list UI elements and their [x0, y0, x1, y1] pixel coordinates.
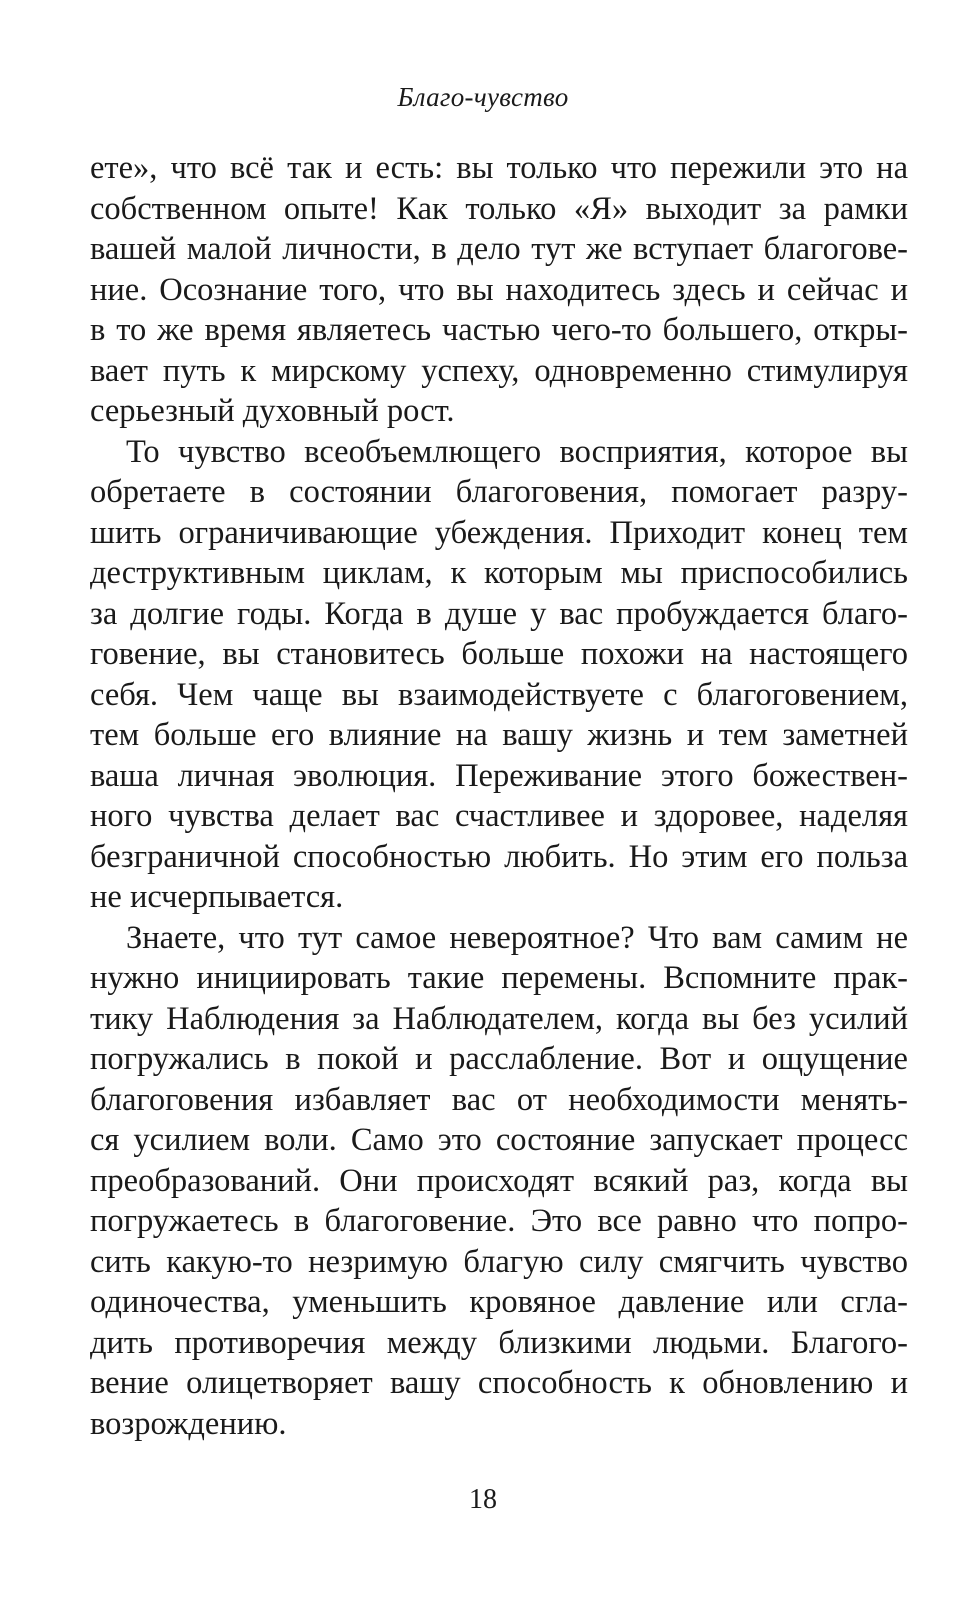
text-line: То чувство всеобъемлющего восприятия, которое вы: [126, 433, 908, 470]
text-line: вашей малой личности, в дело тут же вступает благогове-: [90, 231, 908, 267]
text-line: ся усилием воли. Само это состояние запускает процесс: [90, 1122, 908, 1158]
text-line: деструктивным циклам, к которым мы приспособились: [90, 555, 908, 591]
text-line: за долгие годы. Когда в душе у вас пробуждается благо-: [90, 595, 908, 632]
text-line: погружаетесь в благоговение. Это все равно что попро-: [90, 1203, 908, 1239]
text-line: в то же время являетесь частью чего-то большего, откры-: [90, 312, 908, 348]
text-line: погружались в покой и расслабление. Вот и ощущение: [90, 1041, 908, 1077]
text-line: себя. Чем чаще вы взаимодействуете с благоговением,: [90, 676, 908, 713]
text-line: одиночества, уменьшить кровяное давление или сгла-: [90, 1284, 908, 1320]
text-line: преобразований. Они происходят всякий раз, когда вы: [90, 1162, 908, 1199]
text-line: ете», что всё так и есть: вы только что пережили это на: [90, 150, 908, 186]
text-line: нужно инициировать такие перемены. Вспомните прак-: [90, 960, 908, 996]
text-line: вение олицетворяет вашу способность к обновлению и: [90, 1365, 908, 1401]
text-line: ние. Осознание того, что вы находитесь здесь и сейчас и: [90, 271, 908, 308]
page-number: 18: [469, 1484, 497, 1515]
body-text: [90, 148, 908, 1444]
text-line: безграничной способностью любить. Но этим его польза: [90, 838, 908, 875]
text-line: ного чувства делает вас счастливее и здоровее, наделяя: [90, 798, 908, 834]
text-line: ваша личная эволюция. Переживание этого божествен-: [90, 757, 908, 794]
text-line: дить противоречия между близкими людьми. Благого-: [90, 1324, 908, 1361]
text-line: обретаете в состоянии благоговения, помогает разру-: [90, 474, 908, 510]
text-line: шить ограничивающие убеждения. Приходит конец тем: [90, 514, 908, 551]
text-line: благоговения избавляет вас от необходимости менять-: [90, 1081, 908, 1118]
text-line: серьезный духовный рост.: [90, 393, 455, 429]
text-line: тику Наблюдения за Наблюдателем, когда вы без усилий: [90, 1000, 908, 1037]
text-line: сить какую-то незримую благую силу смягчить чувство: [90, 1243, 908, 1280]
text-line: собственном опыте! Как только «Я» выходит за рамки: [90, 190, 908, 227]
text-line: Знаете, что тут самое невероятное? Что вам самим не: [126, 919, 908, 956]
text-line: тем больше его влияние на вашу жизнь и тем заметней: [90, 717, 908, 753]
running-head-title: Благо-чувство: [397, 82, 569, 112]
text-line: не исчерпывается.: [90, 879, 344, 915]
text-line: возрождению.: [90, 1405, 287, 1442]
text-line: вает путь к мирскому успеху, одновременно стимулируя: [90, 352, 908, 389]
text-line: говение, вы становитесь больше похожи на настоящего: [90, 636, 908, 672]
